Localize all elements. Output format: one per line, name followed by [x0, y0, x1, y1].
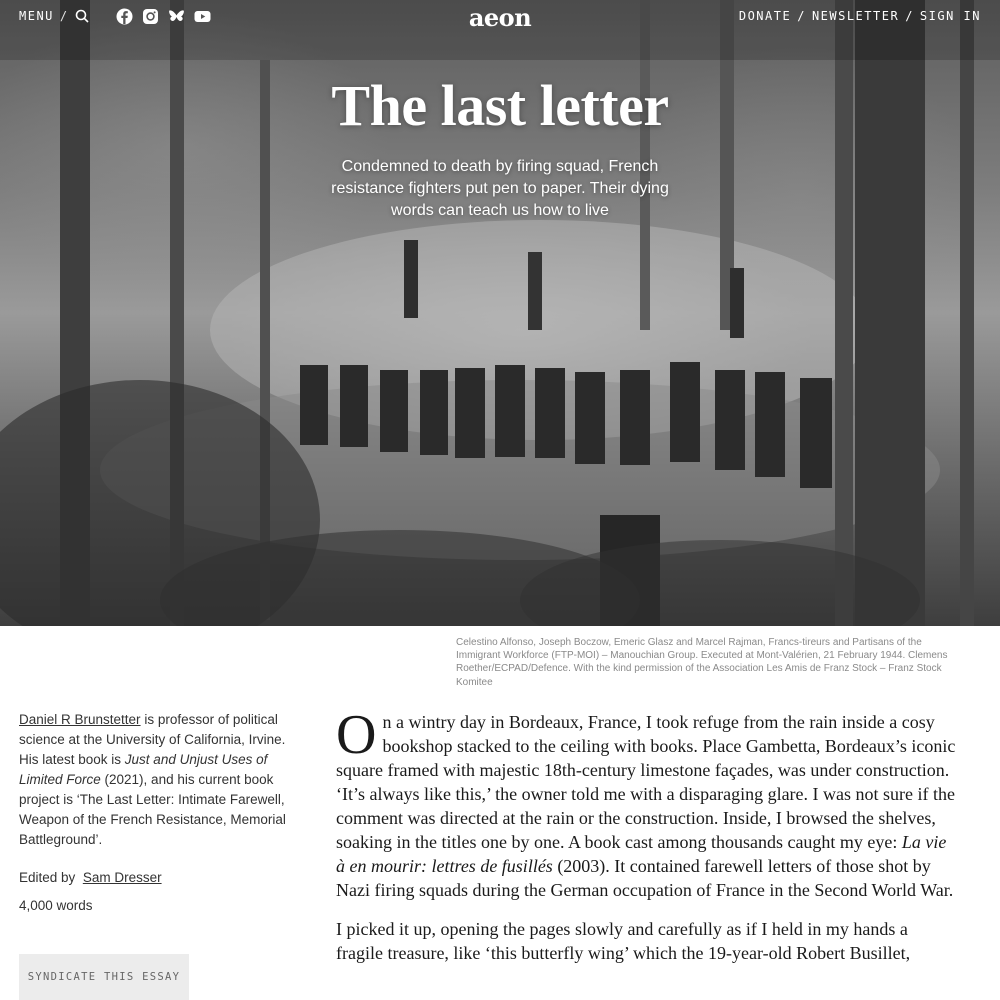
paragraph: I picked it up, opening the pages slowly and carefully as if I held in my hands a fragile treasure, like ‘this butterfly wing’ which the 19-year-old Robert Busillet, [336, 919, 911, 963]
account-navigation [739, 9, 981, 23]
aeon-logo[interactable]: aeon [468, 3, 532, 32]
sign-in-link[interactable]: SIGN IN [919, 9, 981, 23]
author-bio-text: is professor of political science at the University of California, Irvine. His latest book is [19, 712, 286, 767]
newsletter-link[interactable]: NEWSLETTER [811, 9, 900, 23]
paragraph-text: n a wintry day in Bordeaux, France, I took refuge from the rain inside a cosy bookshop stacked to the ceiling with books. Place Gambetta, Bordeaux’s iconic square framed with majestic 18th-century limestone façades, was under construction. ‘It’s always like this,’ the owner told me with a disparaging glare. I was not sure if the comment was directed at the rain or the construction. Inside, I browsed the shelves, soaking in the titles one by one. A book cast among thousands caught my eye: [336, 712, 956, 852]
donate-link[interactable]: DONATE [738, 9, 792, 23]
nav-separator: / [905, 9, 914, 23]
word-count: 4,000 words [19, 898, 93, 913]
author-link[interactable]: Daniel R Brunstetter [19, 712, 141, 727]
essay-title: The last letter [331, 73, 669, 138]
author-sidebar [19, 710, 289, 916]
edited-by-label: Edited by [19, 870, 76, 885]
author-book-title: Just and Unjust Uses of Limited Force [19, 752, 268, 787]
book-title: La vie à en mourir: lettres de fusillés [336, 832, 947, 876]
nav-separator: / [797, 9, 806, 23]
menu-separator: / [59, 9, 69, 23]
paragraph-text: (2003). It contained farewell letters of those shot by Nazi firing squads during the German occupation of France in the Second World War. [336, 856, 954, 900]
syndicate-button[interactable]: SYNDICATE THIS ESSAY [19, 954, 189, 1000]
author-bio [19, 710, 289, 850]
menu-label[interactable]: MENU [19, 9, 54, 23]
essay-body [336, 704, 956, 980]
photo-caption: Celestino Alfonso, Joseph Boczow, Emeric Glasz and Marcel Rajman, Francs-tireurs and Partisans of the Immigrant Workforce (FTP-MOI) – Manouchian Group. Executed at Mont-Valérien, 21 February 1944. Clemens Roether/ECPAD/Defence. With the kind permission of the Association Les Amis de Franz Stock – Franz Stock Komitee [456, 637, 948, 688]
edited-by [19, 868, 289, 888]
author-bio-text-2: (2021), and his current book project is ‘The Last Letter: Intimate Farewell, Weapon of the French Resistance, Memorial Battleground’. [19, 772, 286, 847]
paragraph [336, 704, 956, 902]
essay-standfirst: Condemned to death by firing squad, French resistance fighters put pen to paper. Their dying words can teach us how to live [331, 158, 669, 219]
top-navigation [0, 0, 1000, 34]
drop-cap: O [336, 704, 377, 766]
editor-link[interactable]: Sam Dresser [82, 870, 162, 885]
